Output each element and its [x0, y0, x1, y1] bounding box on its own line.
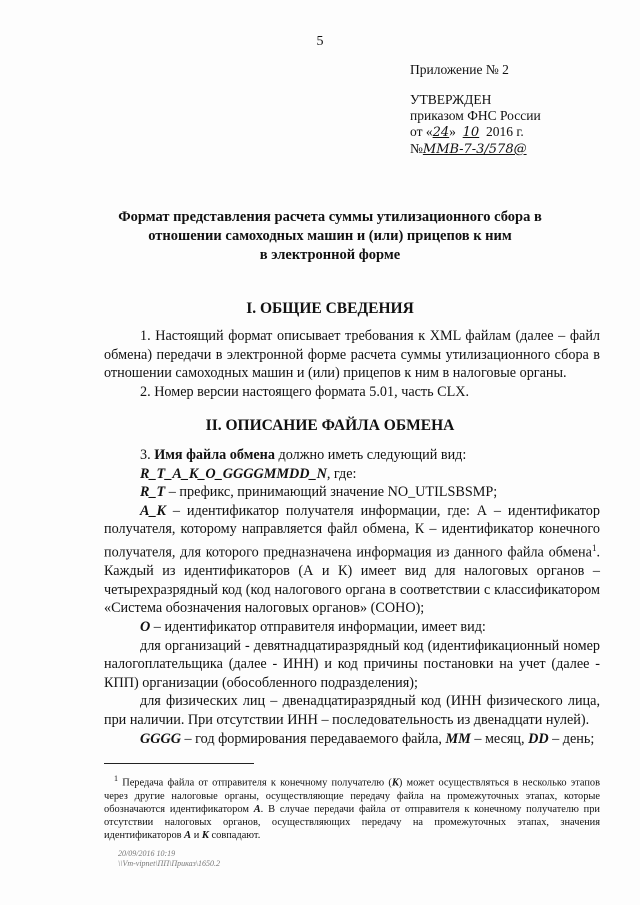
print-stamp: 20/09/2016 10:19 \\Vm-vipnet\ПП\Приказ\1650.2 — [118, 849, 220, 868]
order-number: №ММВ-7-3/578@ — [410, 141, 527, 157]
section-1-body — [104, 327, 600, 401]
organizations-definition: для организаций - девятнадцатиразрядный код (идентификационный номер налогоплательщика (далее - ИНН) и код причины постановки на учет (далее - КПП) организации (обособленного подразделения); — [104, 637, 600, 691]
appendix-label: Приложение № 2 — [410, 62, 509, 77]
section-2-heading: II. ОПИСАНИЕ ФАЙЛА ОБМЕНА — [205, 417, 455, 434]
approved-label: УТВЕРЖДЕН — [410, 92, 492, 107]
handwritten-number: ММВ-7-3/578@ — [422, 142, 527, 157]
footnote-number: 1 — [114, 774, 118, 783]
footnote-ref: 1 — [591, 542, 597, 553]
document-title: Формат представления расчета суммы утилизационного сбора в отношении самоходных машин и (или) прицепов к ним в электронной форме — [118, 209, 542, 263]
footnote-divider — [104, 763, 254, 764]
o-definition: O – идентификатор отправителя информации, имеет вид: — [140, 619, 486, 636]
individuals-definition: для физических лиц – двенадцатиразрядный код (ИНН физического лица, при наличии. При отсутствии ИНН – последовательность из двенадцати нулей). — [104, 693, 600, 729]
date-definition: GGGG – год формирования передаваемого файла, MM – месяц, DD – день; — [140, 730, 595, 747]
page-number: 5 — [316, 34, 324, 49]
handwritten-day: 24 — [432, 125, 450, 140]
paragraph-3: 3. Имя файла обмена должно иметь следующий вид: — [140, 447, 467, 463]
paragraph-2: 2. Номер версии настоящего формата 5.01, часть CLX. — [140, 383, 470, 400]
section-2-body — [104, 446, 600, 748]
handwritten-month: 10 — [462, 125, 480, 140]
order-line: приказом ФНС России — [410, 108, 541, 123]
section-1-heading: I. ОБЩИЕ СВЕДЕНИЯ — [246, 300, 414, 317]
paragraph-1: 1. Настоящий формат описывает требования к XML файлам (далее – файл обмена) передачи в электронной форме расчета суммы утилизационного сбора в отношении самоходных машин и (или) прицепов к ним в налоговые органы. — [104, 328, 600, 382]
rt-definition: R_T – префикс, принимающий значение NO_UTILSBSMP; — [140, 484, 498, 501]
file-name-pattern: R_T_A_K_O_GGGGMMDD_N, где: — [140, 465, 357, 482]
footnote: $^1$ Передача файла от отправителя к конечному получателю (К) может осуществляться в несколько этапов через другие налоговые органы, осуществляющие передачу файла на промежуточных этапах, которые обозначаются идентификатором А. В случае передачи файла от отправителя к конечному получателю при отсутствии налоговых органов, осуществляющих передачу на промежуточных этапах, значения идентификаторов А и К совпадают. — [104, 774, 601, 842]
ak-definition: A_K – идентификатор получателя информации, где: А – идентификатор получателя, которому направляется файл обмена, К – идентификатор конечного получателя, для которого предназначена информация из данного файла обмена$^1$. Каждый из идентификаторов (А и К) имеет вид для налоговых органов – четырехразрядный код (код налогового органа в соответствии с классификатором «Система обозначения налоговых органов» (СОНО); — [104, 502, 600, 617]
approval-block — [410, 62, 541, 158]
order-date: от «24» 10 2016 г. — [410, 124, 524, 140]
